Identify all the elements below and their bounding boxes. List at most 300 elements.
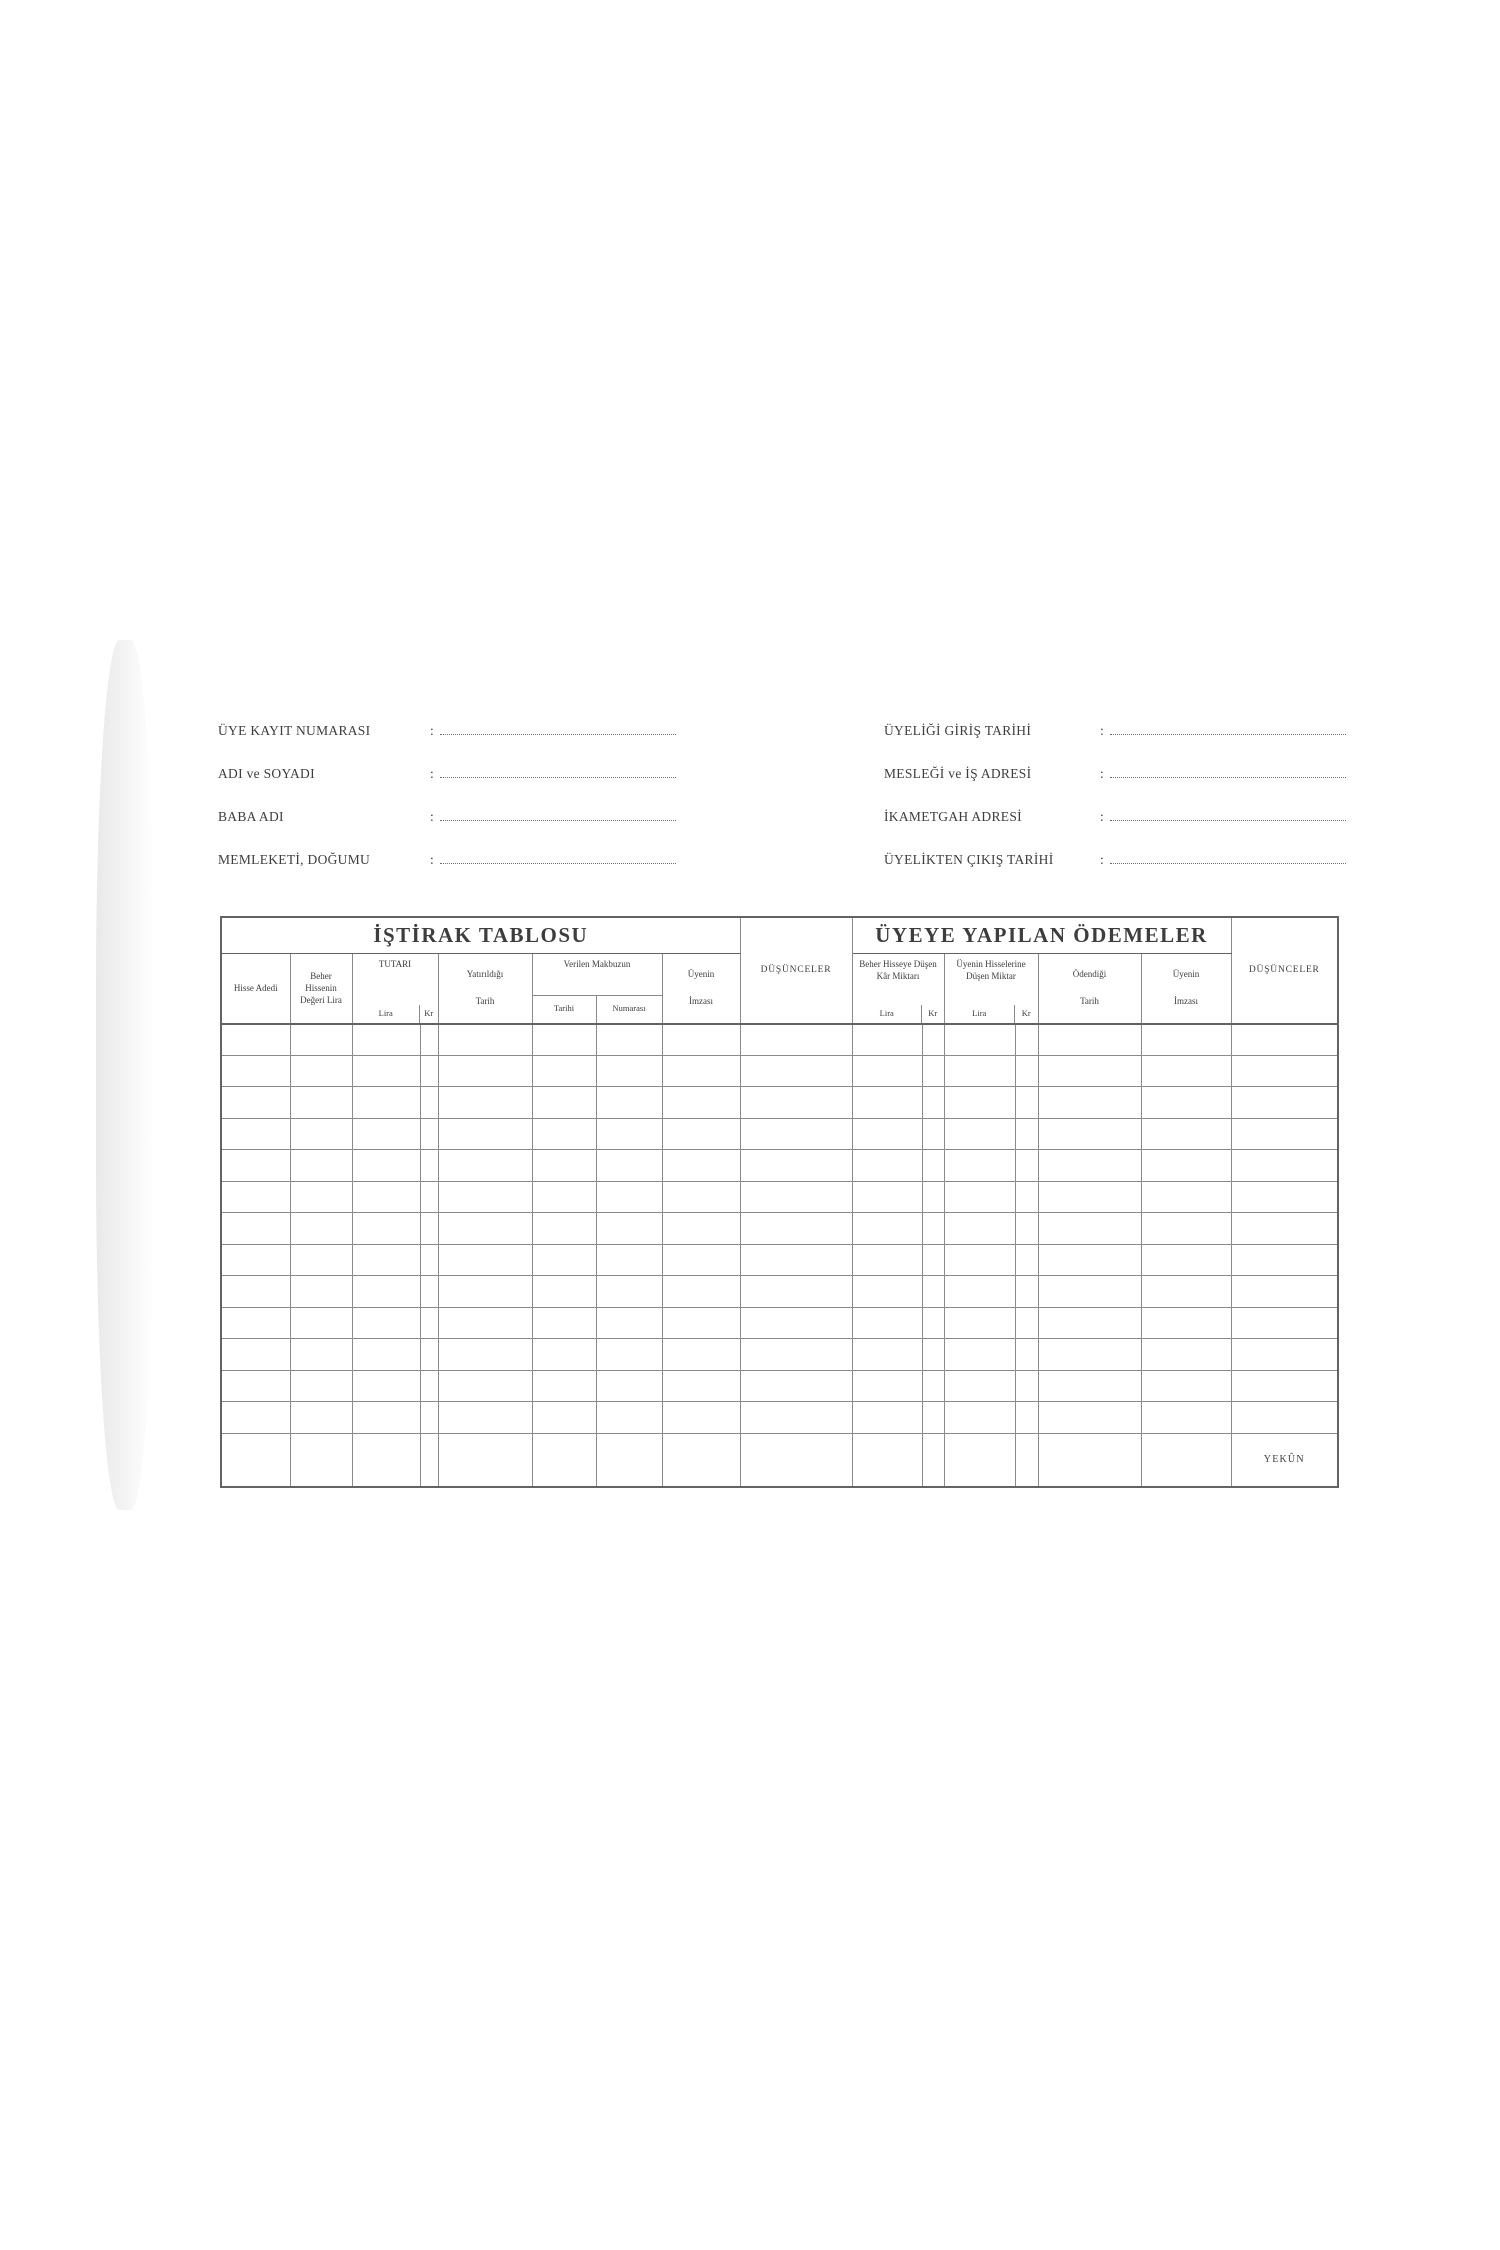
field-label: İKAMETGAH ADRESİ <box>884 808 1022 824</box>
fill-in-line <box>1110 863 1346 864</box>
table-row <box>221 1370 1338 1402</box>
tutari-kr-label: Kr <box>419 1005 438 1023</box>
empty-cell <box>944 1087 1015 1119</box>
empty-cell <box>290 1213 352 1245</box>
empty-cell <box>221 1118 290 1150</box>
empty-cell <box>596 1244 662 1276</box>
empty-cell <box>740 1087 852 1119</box>
empty-cell <box>922 1402 944 1434</box>
empty-cell <box>290 1339 352 1371</box>
empty-cell <box>596 1118 662 1150</box>
empty-cell <box>944 1402 1015 1434</box>
empty-cell <box>1038 1181 1141 1213</box>
empty-cell <box>438 1150 532 1182</box>
empty-cell <box>438 1276 532 1308</box>
empty-cell <box>438 1055 532 1087</box>
yekun-total-cell: YEKÛN <box>1231 1433 1338 1487</box>
empty-cell <box>852 1307 922 1339</box>
empty-cell <box>352 1307 420 1339</box>
empty-cell <box>1231 1118 1338 1150</box>
empty-cell <box>420 1213 438 1245</box>
fill-in-line <box>440 734 676 735</box>
empty-cell <box>532 1055 596 1087</box>
empty-cell <box>1141 1024 1231 1056</box>
empty-cell <box>290 1370 352 1402</box>
col-uyenin-imzasi-right <box>1141 953 1231 1024</box>
empty-cell <box>596 1213 662 1245</box>
field-separator: : <box>430 851 434 867</box>
empty-cell <box>1038 1118 1141 1150</box>
empty-cell <box>420 1402 438 1434</box>
empty-cell <box>852 1150 922 1182</box>
empty-cell <box>740 1433 852 1487</box>
empty-cell <box>1015 1370 1038 1402</box>
empty-cell <box>438 1118 532 1150</box>
empty-cell <box>1015 1150 1038 1182</box>
table-row <box>221 1213 1338 1245</box>
empty-cell <box>438 1339 532 1371</box>
empty-cell <box>438 1087 532 1119</box>
field-label: ÜYE KAYIT NUMARASI <box>218 722 371 738</box>
empty-cell <box>596 1307 662 1339</box>
istirak-section-title: İŞTİRAK TABLOSU <box>221 917 740 953</box>
empty-cell <box>662 1370 740 1402</box>
member-info-right <box>884 695 1346 867</box>
empty-cell <box>596 1181 662 1213</box>
empty-cell <box>532 1244 596 1276</box>
empty-cell <box>532 1213 596 1245</box>
empty-cell <box>352 1433 420 1487</box>
fill-in-line <box>1110 777 1346 778</box>
col-yatirildigi-tarih <box>438 953 532 1024</box>
table-row <box>221 1118 1338 1150</box>
col-uyenin-imzasi-left <box>662 953 740 1024</box>
empty-cell <box>852 1433 922 1487</box>
table-row <box>221 1339 1338 1371</box>
empty-cell <box>290 1244 352 1276</box>
empty-cell <box>922 1055 944 1087</box>
empty-cell <box>1141 1307 1231 1339</box>
empty-cell <box>662 1276 740 1308</box>
empty-cell <box>922 1307 944 1339</box>
empty-cell <box>852 1055 922 1087</box>
empty-cell <box>532 1402 596 1434</box>
field-adi-ve-soyadi <box>218 738 676 781</box>
empty-cell <box>438 1433 532 1487</box>
empty-cell <box>662 1024 740 1056</box>
empty-cell <box>1141 1118 1231 1150</box>
empty-cell <box>221 1055 290 1087</box>
empty-cell <box>740 1307 852 1339</box>
empty-cell <box>290 1307 352 1339</box>
empty-cell <box>352 1339 420 1371</box>
empty-cell <box>420 1024 438 1056</box>
empty-cell <box>532 1339 596 1371</box>
empty-cell <box>352 1118 420 1150</box>
empty-cell <box>596 1150 662 1182</box>
empty-cell <box>1015 1307 1038 1339</box>
empty-cell <box>221 1276 290 1308</box>
empty-cell <box>420 1433 438 1487</box>
col-tutari <box>352 953 438 1024</box>
empty-cell <box>438 1370 532 1402</box>
empty-cell <box>420 1276 438 1308</box>
empty-cell <box>438 1307 532 1339</box>
empty-cell <box>944 1433 1015 1487</box>
yatirildigi-line1: Yatırıldığı <box>466 969 504 980</box>
empty-cell <box>662 1339 740 1371</box>
field-label: MEMLEKETİ, DOĞUMU <box>218 851 371 867</box>
empty-cell <box>922 1087 944 1119</box>
empty-cell <box>596 1055 662 1087</box>
empty-cell <box>290 1024 352 1056</box>
field-memleketi-dogumu <box>218 824 676 867</box>
empty-cell <box>596 1024 662 1056</box>
empty-cell <box>221 1213 290 1245</box>
empty-cell <box>420 1150 438 1182</box>
uyenin-imzasi-line1: Üyenin <box>687 969 715 980</box>
table-row <box>221 1244 1338 1276</box>
odendigi-line1: Ödendiği <box>1072 969 1107 980</box>
empty-cell <box>740 1150 852 1182</box>
fill-in-line <box>1110 734 1346 735</box>
empty-cell <box>662 1213 740 1245</box>
empty-cell <box>740 1213 852 1245</box>
empty-cell <box>922 1181 944 1213</box>
field-uyeligi-giris-tarihi <box>884 695 1346 738</box>
dusunceler-center-header: DÜŞÜNCELER <box>740 917 852 1024</box>
empty-cell <box>420 1055 438 1087</box>
empty-cell <box>1015 1024 1038 1056</box>
table-row <box>221 1181 1338 1213</box>
empty-cell <box>944 1118 1015 1150</box>
empty-cell <box>352 1055 420 1087</box>
empty-cell <box>221 1339 290 1371</box>
empty-cell <box>420 1087 438 1119</box>
empty-cell <box>740 1339 852 1371</box>
empty-cell <box>1038 1087 1141 1119</box>
empty-cell <box>290 1055 352 1087</box>
empty-cell <box>944 1055 1015 1087</box>
empty-cell <box>740 1370 852 1402</box>
empty-cell <box>662 1181 740 1213</box>
empty-cell <box>596 1087 662 1119</box>
empty-cell <box>1141 1433 1231 1487</box>
field-separator: : <box>430 722 434 738</box>
empty-cell <box>1038 1370 1141 1402</box>
empty-cell <box>944 1244 1015 1276</box>
field-ikametgah-adresi <box>884 781 1346 824</box>
empty-cell <box>922 1370 944 1402</box>
empty-cell <box>1015 1181 1038 1213</box>
hisse-lira-label: Lira <box>972 1007 987 1018</box>
empty-cell <box>290 1276 352 1308</box>
field-separator: : <box>1100 851 1104 867</box>
empty-cell <box>221 1244 290 1276</box>
empty-cell <box>1015 1402 1038 1434</box>
empty-cell <box>1231 1024 1338 1056</box>
table-row <box>221 1024 1338 1056</box>
empty-cell <box>1038 1276 1141 1308</box>
uyenin-hisselerine-label: Üyenin Hisselerine Düşen Miktar <box>956 958 1026 981</box>
uyenin-imzasi-r-line1: Üyenin <box>1172 969 1200 980</box>
empty-cell <box>1231 1276 1338 1308</box>
field-label: ÜYELİKTEN ÇIKIŞ TARİHİ <box>884 851 1054 867</box>
empty-cell <box>221 1181 290 1213</box>
empty-cell <box>1141 1244 1231 1276</box>
empty-cell <box>290 1118 352 1150</box>
field-separator: : <box>430 765 434 781</box>
empty-cell <box>662 1118 740 1150</box>
empty-cell <box>420 1118 438 1150</box>
empty-cell <box>1141 1087 1231 1119</box>
empty-cell <box>852 1370 922 1402</box>
field-label: ADI ve SOYADI <box>218 765 315 781</box>
empty-cell <box>1038 1339 1141 1371</box>
empty-cell <box>740 1118 852 1150</box>
fill-in-line <box>440 863 676 864</box>
empty-cell <box>221 1370 290 1402</box>
empty-cell <box>438 1213 532 1245</box>
makbuz-tarihi-label: Tarihi <box>553 1003 575 1014</box>
tutari-label: TUTARI <box>378 958 412 969</box>
empty-cell <box>1231 1370 1338 1402</box>
field-separator: : <box>1100 765 1104 781</box>
empty-cell <box>1015 1244 1038 1276</box>
table-row <box>221 1055 1338 1087</box>
empty-cell <box>922 1118 944 1150</box>
empty-cell <box>1231 1402 1338 1434</box>
empty-cell <box>944 1181 1015 1213</box>
col-uyenin-hisselerine-dusen <box>944 953 1038 1024</box>
empty-cell <box>290 1181 352 1213</box>
empty-cell <box>740 1276 852 1308</box>
field-uye-kayit-numarasi <box>218 695 676 738</box>
empty-cell <box>922 1433 944 1487</box>
empty-cell <box>1038 1433 1141 1487</box>
empty-cell <box>1141 1339 1231 1371</box>
empty-cell <box>221 1150 290 1182</box>
empty-cell <box>740 1055 852 1087</box>
empty-cell <box>596 1402 662 1434</box>
field-label: BABA ADI <box>218 808 284 824</box>
empty-cell <box>532 1433 596 1487</box>
empty-cell <box>596 1370 662 1402</box>
empty-cell <box>740 1024 852 1056</box>
empty-cell <box>1038 1024 1141 1056</box>
empty-cell <box>596 1276 662 1308</box>
member-info-left <box>218 695 676 867</box>
dusunceler-right-header: DÜŞÜNCELER <box>1231 917 1338 1024</box>
empty-cell <box>944 1024 1015 1056</box>
empty-cell <box>662 1402 740 1434</box>
table-row <box>221 1087 1338 1119</box>
empty-cell <box>1038 1213 1141 1245</box>
empty-cell <box>352 1213 420 1245</box>
empty-cell <box>1038 1244 1141 1276</box>
empty-cell <box>290 1402 352 1434</box>
empty-cell <box>662 1055 740 1087</box>
empty-cell <box>290 1433 352 1487</box>
empty-cell <box>662 1087 740 1119</box>
table-row <box>221 1402 1338 1434</box>
tutari-lira-label: Lira <box>378 1007 393 1018</box>
yatirildigi-line2: Tarih <box>475 996 495 1007</box>
field-label: MESLEĞİ ve İŞ ADRESİ <box>884 765 1032 781</box>
empty-cell <box>596 1339 662 1371</box>
field-separator: : <box>1100 722 1104 738</box>
empty-cell <box>1231 1150 1338 1182</box>
empty-cell <box>1231 1087 1338 1119</box>
empty-cell <box>1015 1433 1038 1487</box>
empty-cell <box>852 1339 922 1371</box>
empty-cell <box>1231 1213 1338 1245</box>
empty-cell <box>852 1024 922 1056</box>
empty-cell <box>852 1087 922 1119</box>
empty-cell <box>1141 1055 1231 1087</box>
empty-cell <box>1038 1307 1141 1339</box>
beher-kar-label: Beher Hisseye Düşen Kâr Miktarı <box>859 958 937 981</box>
table-row <box>221 1307 1338 1339</box>
fill-in-line <box>440 777 676 778</box>
field-separator: : <box>430 808 434 824</box>
empty-cell <box>1015 1055 1038 1087</box>
empty-cell <box>532 1150 596 1182</box>
empty-cell <box>1038 1402 1141 1434</box>
empty-cell <box>1141 1181 1231 1213</box>
empty-cell <box>944 1307 1015 1339</box>
empty-cell <box>532 1370 596 1402</box>
odendigi-line2: Tarih <box>1080 996 1099 1007</box>
empty-cell <box>662 1150 740 1182</box>
empty-cell <box>922 1213 944 1245</box>
empty-cell <box>352 1024 420 1056</box>
empty-cell <box>740 1181 852 1213</box>
empty-cell <box>596 1433 662 1487</box>
empty-cell <box>1015 1276 1038 1308</box>
empty-cell <box>944 1370 1015 1402</box>
empty-cell <box>922 1276 944 1308</box>
empty-cell <box>662 1244 740 1276</box>
verilen-makbuzun-label: Verilen Makbuzun <box>563 958 631 969</box>
empty-cell <box>662 1307 740 1339</box>
empty-cell <box>352 1181 420 1213</box>
empty-cell <box>1231 1307 1338 1339</box>
empty-cell <box>922 1339 944 1371</box>
empty-cell <box>438 1402 532 1434</box>
empty-cell <box>662 1433 740 1487</box>
field-label: ÜYELİĞİ GİRİŞ TARİHİ <box>884 722 1032 738</box>
empty-cell <box>352 1244 420 1276</box>
empty-cell <box>352 1087 420 1119</box>
empty-cell <box>420 1307 438 1339</box>
empty-cell <box>1141 1150 1231 1182</box>
field-baba-adi <box>218 781 676 824</box>
empty-cell <box>852 1402 922 1434</box>
empty-cell <box>532 1024 596 1056</box>
empty-cell <box>420 1339 438 1371</box>
empty-cell <box>944 1339 1015 1371</box>
empty-cell <box>420 1370 438 1402</box>
empty-cell <box>740 1402 852 1434</box>
empty-cell <box>852 1118 922 1150</box>
empty-cell <box>1231 1055 1338 1087</box>
empty-cell <box>1141 1213 1231 1245</box>
empty-cell <box>352 1276 420 1308</box>
empty-cell <box>852 1276 922 1308</box>
empty-cell <box>532 1118 596 1150</box>
fill-in-line <box>1110 820 1346 821</box>
col-odendigi-tarih <box>1038 953 1141 1024</box>
empty-cell <box>1141 1276 1231 1308</box>
empty-cell <box>1038 1055 1141 1087</box>
field-separator: : <box>1100 808 1104 824</box>
col-beher-hissenin-degeri: Beher Hissenin Değeri Lira <box>290 953 352 1024</box>
table-row <box>221 1276 1338 1308</box>
empty-cell <box>944 1150 1015 1182</box>
empty-cell <box>852 1213 922 1245</box>
empty-cell <box>1038 1150 1141 1182</box>
empty-cell <box>852 1181 922 1213</box>
istirak-odemeler-table <box>220 916 1339 1488</box>
table-body <box>221 1024 1338 1434</box>
odemeler-section-title: ÜYEYE YAPILAN ÖDEMELER <box>852 917 1231 953</box>
empty-cell <box>352 1150 420 1182</box>
empty-cell <box>944 1213 1015 1245</box>
col-beher-kar-miktari <box>852 953 944 1024</box>
kar-lira-label: Lira <box>879 1007 894 1018</box>
empty-cell <box>420 1181 438 1213</box>
empty-cell <box>1141 1402 1231 1434</box>
empty-cell <box>852 1244 922 1276</box>
field-meslegi-ve-is-adresi <box>884 738 1346 781</box>
section-title-row <box>221 917 1338 953</box>
empty-cell <box>532 1181 596 1213</box>
empty-cell <box>1015 1213 1038 1245</box>
empty-cell <box>438 1244 532 1276</box>
empty-cell <box>1015 1087 1038 1119</box>
empty-cell <box>922 1150 944 1182</box>
empty-cell <box>221 1402 290 1434</box>
empty-cell <box>352 1370 420 1402</box>
empty-cell <box>438 1181 532 1213</box>
empty-cell <box>1231 1181 1338 1213</box>
empty-cell <box>532 1276 596 1308</box>
empty-cell <box>1231 1339 1338 1371</box>
table-row <box>221 1150 1338 1182</box>
fill-in-line <box>440 820 676 821</box>
empty-cell <box>922 1244 944 1276</box>
col-verilen-makbuzun <box>532 953 662 1024</box>
col-hisse-adedi: Hisse Adedi <box>221 953 290 1024</box>
empty-cell <box>221 1433 290 1487</box>
empty-cell <box>1141 1370 1231 1402</box>
empty-cell <box>352 1402 420 1434</box>
empty-cell <box>944 1276 1015 1308</box>
empty-cell <box>922 1024 944 1056</box>
empty-cell <box>221 1024 290 1056</box>
empty-cell <box>221 1087 290 1119</box>
empty-cell <box>532 1307 596 1339</box>
uyenin-imzasi-r-line2: İmzası <box>1174 996 1199 1007</box>
empty-cell <box>290 1087 352 1119</box>
empty-cell <box>420 1244 438 1276</box>
empty-cell <box>532 1087 596 1119</box>
empty-cell <box>221 1307 290 1339</box>
empty-cell <box>1231 1244 1338 1276</box>
uyenin-imzasi-line2: İmzası <box>689 996 713 1007</box>
field-uyelikten-cikis-tarihi <box>884 824 1346 867</box>
